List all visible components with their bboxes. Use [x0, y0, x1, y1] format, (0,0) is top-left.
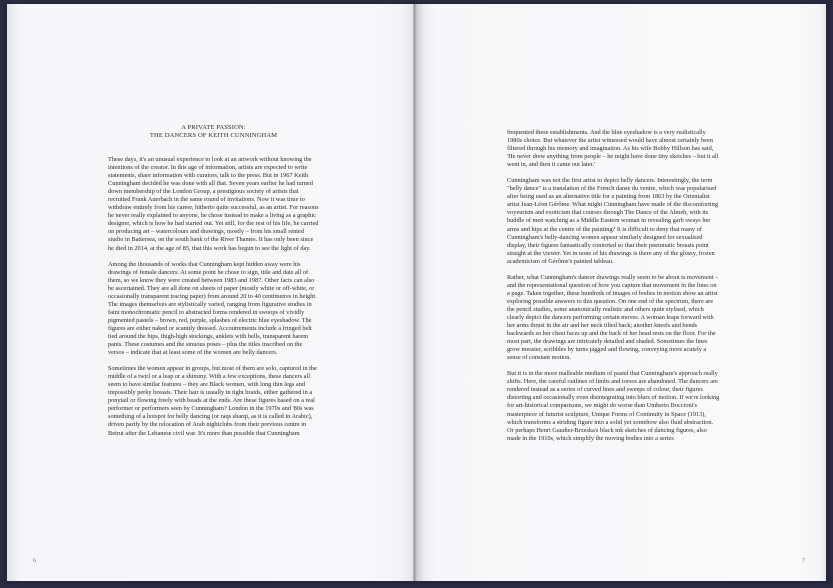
paragraph: These days, it's an unusual experience to look at an artwork without knowing the intentions of the creator. In this age of information, artists are expected to write statements, share information with curators, talk to the press. But in 1967 Keith Cunningham decided he was done with all that. Seven years earlier he had turned down membership of the London Group, a prestigious society of artists that recruited Frank Auerbach in the same round of invitations. Now it was time to withdraw entirely from his career, hitherto quite successful, as an artist. For reasons he never really explained to anyone, he chose instead to make a living as a graphic designer, which is how he had started out. Yet still, for the rest of his life, he carried on producing art – watercolours and drawings, mostly – from his small rented studio in Battersea, on the south bank of the River Thames. It has only been since he died in 2014, at the age of 85, that this work has begun to see the light of day. — [108, 156, 319, 252]
paragraph: Cunningham was not the first artist to depict belly dancers. Interestingly, the term "belly dance" is a translation of the French danse du ventre, which was popularised after being used as an alternative title for a painting from 1863 by the Orientalist artist Jean-Léon Gérôme. What might Cunningham have made of the discomforting voyeurism and exoticism that courses through The Dance of the Almeh, with its huddle of men watching as a Middle Eastern woman in revealing garb sways her arms and hips at the centre of the painting? It is difficult to deny that many of Cunningham's belly-dancing women appear similarly designed for sexualised display, their figures fantastically contorted so that their pneumatic breasts point straight at the viewer. Yet in none of his drawings is there any of the glossy, frozen academicism of Gérôme's painted tableau. — [507, 177, 718, 265]
right-body-text — [507, 129, 720, 451]
book-gutter — [413, 4, 416, 581]
page-number: 6 — [33, 558, 36, 564]
paragraph: frequented these establishments. And the blue eyeshadow is a very realistically 1980s choice. But whatever the artist witnessed would have almost certainly been filtered through his memory and imagination. As his wife Bobby Hillson has said, 'He never drew anything from people – he might have done tiny sketches – but it all went in, and then it came out later.' — [507, 129, 719, 169]
left-page — [7, 4, 415, 581]
title-line-2: THE DANCERS OF KEITH CUNNINGHAM — [149, 132, 278, 140]
right-page — [415, 4, 826, 581]
paragraph: But it is in the more malleable medium of pastel that Cunningham's approach really shifts. Here, the careful outlines of limbs and torsos are abandoned. The dancers are rendered instead as a series of curved lines and sweeps of colour, their figures distorting and occasionally even disintegrating into blurs of motion. If we're looking for art-historical comparisons, we might do worse than Umberto Boccioni's masterpiece of futurist sculpture, Unique Forms of Continuity in Space (1913), which transforms a striding figure into a solid yet somehow also fluid abstraction. Or perhaps Henri Gaudier-Brzeska's black ink sketches of dancing figures, also made in the 1910s, which simplify the moving bodies into a series — [507, 370, 720, 442]
paragraph: Sometimes the women appear in groups, but most of them are solo, captured in the middle of a twirl or a leap or a shimmy. With a few exceptions, these dancers all seem to have similar features – they are Black women, with long thin legs and impossibly perky breasts. Their hair is usually in tight braids, either gathered in a ponytail or flowing freely with beads at the ends. Are these figures based on a real performer or performers seen by Cunningham? London in the 1970s and '80s was something of a hotspot for belly dancing (or raqs sharqi, as it is called in Arabic), driven partly by the relocation of Arab nightclubs from their previous centre in Beirut after the Lebanese civil war. It's more than possible that Cunningham — [108, 365, 317, 437]
left-body-text — [108, 156, 319, 446]
paragraph: Among the thousands of works that Cunningham kept hidden away were his drawings of female dancers. At some point he chose to sign, title and date all of them, so we know they were created between 1983 and 1987. Other facts can also be ascertained. They are all done on sheets of paper (mostly white or off-white, or occasionally transparent tracing paper) from around 20 to 40 centimetres in height. The images themselves are stylistically varied, ranging from figurative studies in faint monochromatic pencil to abstracted forms rendered in swoops of vividly pigmented pastels – brown, red, purple, splashes of electric blue eyeshadow. The figures are either naked or scantily dressed. Accoutrements include a fringed belt tied around the hips, thigh-high stockings, anklets with bells, transparent harem pants. These costumes and the sinuous poses – plus the titles inscribed on the versos – indicate that at least some of the women are belly dancers. — [108, 260, 317, 357]
article-title — [108, 124, 319, 141]
page-number: 7 — [802, 558, 805, 564]
title-line-1: A PRIVATE PASSION: — [181, 124, 246, 131]
paragraph: Rather, what Cunningham's dancer drawings really seem to be about is movement – and the representational question of how you capture that movement in the lines on a page. Taken together, these hundreds of images of bodies in motion show an artist exploring possible answers to this question. On one end of the spectrum, there are the pencil studies, some anatomically realistic and others quite stylised, which clearly depict the dancers performing certain moves. A woman leaps forward with her arms thrust in the air and her neck tilted back; another kneels and bends backwards so her chest faces up and the back of her head rests on the floor. For the most part, the drawings are intricately detailed and shaded. Sometimes the lines grow messier, scribbles by turns jagged and flowing, conveying more acutely a sense of constant motion. — [507, 273, 719, 362]
